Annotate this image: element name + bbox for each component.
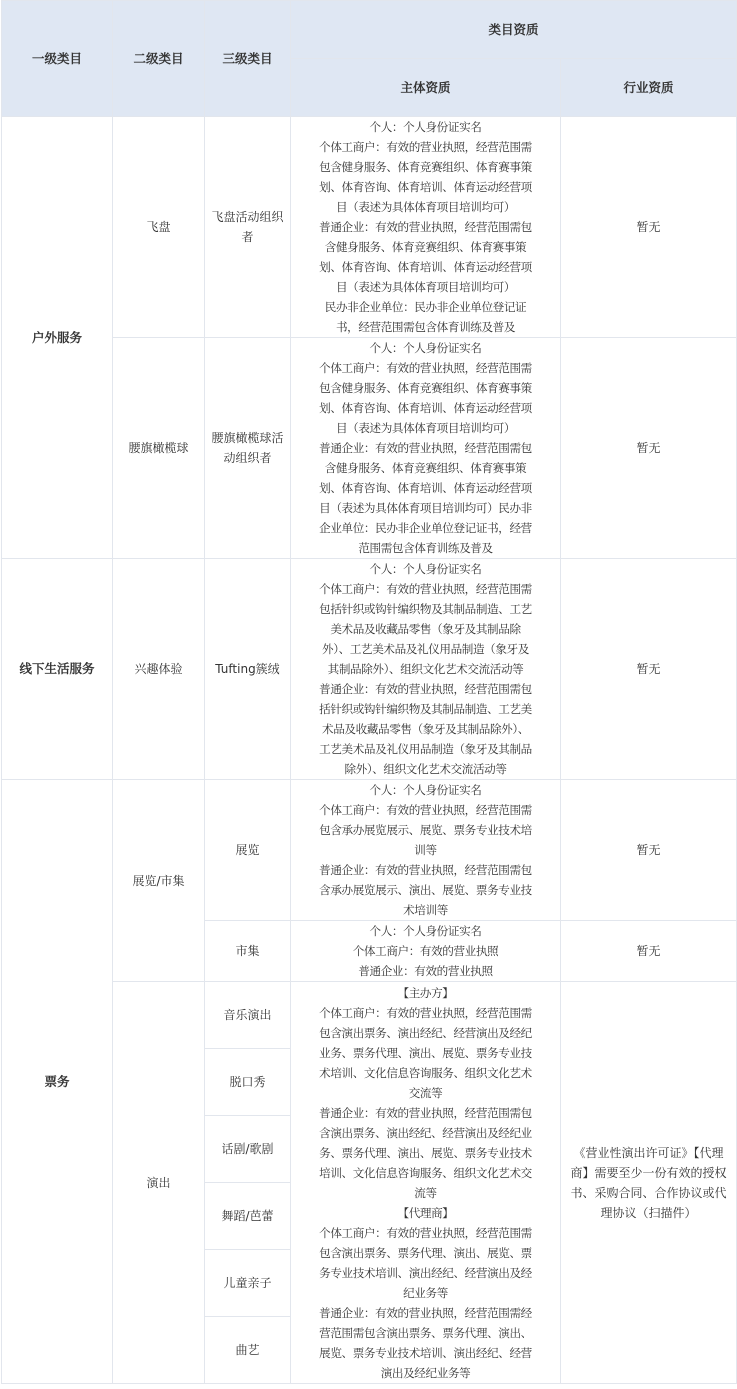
industry-qualification-frisbee: 暂无 (561, 117, 737, 338)
level2-interest-experience: 兴趣体验 (113, 559, 205, 780)
level2-performance: 演出 (113, 982, 205, 1384)
level1-ticketing: 票务 (2, 780, 113, 1384)
industry-qualification-performance: 《营业性演出许可证》【代理商】需要至少一份有效的授权书、采购合同、合作协议或代理协议（扫描件） (561, 982, 737, 1384)
level1-offline-life-services: 线下生活服务 (2, 559, 113, 780)
level3-children-family: 儿童亲子 (205, 1250, 291, 1317)
category-qualification-table (1, 0, 737, 1384)
level3-folk-arts: 曲艺 (205, 1317, 291, 1384)
level3-music-performance: 音乐演出 (205, 982, 291, 1049)
subject-qualification-frisbee: 个人：个人身份证实名 个体工商户：有效的营业执照，经营范围需 包含健身服务、体育竞赛组织、体育赛事策 划、体育咨询、体育培训、体育运动经营项 目（表述为具体体育项目培训均可） 普通企业：有效的营业执照，经营范围需包 含健身服务、体育竞赛组织、体育赛事策 划、体育咨询、体育培训、体育运动经营项 目（表述为具体体育项目培训均可） 民办非企业单位：民办非企业单位登记证 书，经营范围需包含体育训练及普及 (291, 117, 561, 338)
level3-stand-up-comedy: 脱口秀 (205, 1049, 291, 1116)
level3-exhibition: 展览 (205, 780, 291, 921)
level3-flag-football-organizer: 腰旗橄榄球活 动组织者 (205, 338, 291, 559)
header-subject-qualification: 主体资质 (291, 59, 561, 117)
level2-frisbee: 飞盘 (113, 117, 205, 338)
header-level2: 二级类目 (113, 1, 205, 117)
header-industry-qualification: 行业资质 (561, 59, 737, 117)
level2-exhibition-market: 展览/市集 (113, 780, 205, 982)
subject-qualification-flag-football: 个人：个人身份证实名 个体工商户：有效的营业执照，经营范围需 包含健身服务、体育竞赛组织、体育赛事策 划、体育咨询、体育培训、体育运动经营项 目（表述为具体体育项目培训均可） 普通企业：有效的营业执照，经营范围需包 含健身服务、体育竞赛组织、体育赛事策 划、体育咨询、体育培训、体育运动经营项 目（表述为具体体育项目培训均可）民办非 企业单位：民办非企业单位登记证书，经营 范围需包含体育训练及普及 (291, 338, 561, 559)
level3-drama-opera: 话剧/歌剧 (205, 1116, 291, 1183)
industry-qualification-tufting: 暂无 (561, 559, 737, 780)
header-level1: 一级类目 (2, 1, 113, 117)
level3-frisbee-organizer: 飞盘活动组织 者 (205, 117, 291, 338)
level2-flag-football: 腰旗橄榄球 (113, 338, 205, 559)
header-category-qualification: 类目资质 (291, 1, 737, 59)
subject-qualification-market: 个人：个人身份证实名 个体工商户：有效的营业执照 普通企业：有效的营业执照 (291, 921, 561, 982)
industry-qualification-market: 暂无 (561, 921, 737, 982)
level3-dance-ballet: 舞蹈/芭蕾 (205, 1183, 291, 1250)
industry-qualification-exhibition: 暂无 (561, 780, 737, 921)
level3-tufting: Tufting簇绒 (205, 559, 291, 780)
subject-qualification-exhibition: 个人：个人身份证实名 个体工商户：有效的营业执照，经营范围需 包含承办展览展示、展览、票务专业技术培 训等 普通企业：有效的营业执照，经营范围需包 含承办展览展示、演出、展览、票务专业技 术培训等 (291, 780, 561, 921)
header-level3: 三级类目 (205, 1, 291, 117)
level3-market: 市集 (205, 921, 291, 982)
level1-outdoor-services: 户外服务 (2, 117, 113, 559)
industry-qualification-flag-football: 暂无 (561, 338, 737, 559)
subject-qualification-performance: 【主办方】 个体工商户：有效的营业执照，经营范围需 包含演出票务、演出经纪、经营演出及经纪 业务、票务代理、演出、展览、票务专业技 术培训、文化信息咨询服务、组织文化艺术 交流等 普通企业：有效的营业执照，经营范围需包 含演出票务、演出经纪、经营演出及经纪业 务、票务代理、演出、展览、票务专业技术 培训、文化信息咨询服务、组织文化艺术交 流等 【代理商】 个体工商户：有效的营业执照，经营范围需 包含演出票务、票务代理、演出、展览、票 务专业技术培训、演出经纪、经营演出及经 纪业务等 普通企业：有效的营业执照，经营范围需经 营范围需包含演出票务、票务代理、演出、 展览、票务专业技术培训、演出经纪、经营 演出及经纪业务等 (291, 982, 561, 1384)
subject-qualification-tufting: 个人：个人身份证实名 个体工商户：有效的营业执照，经营范围需 包括针织或钩针编织物及其制品制造、工艺 美术品及收藏品零售（象牙及其制品除 外）、工艺美术品及礼仪用品制造（象牙及 其制品除外）、组织文化艺术交流活动等 普通企业：有效的营业执照，经营范围需包 括针织或钩针编织物及其制品制造、工艺美 术品及收藏品零售（象牙及其制品除外）、 工艺美术品及礼仪用品制造（象牙及其制品 除外）、组织文化艺术交流活动等 (291, 559, 561, 780)
